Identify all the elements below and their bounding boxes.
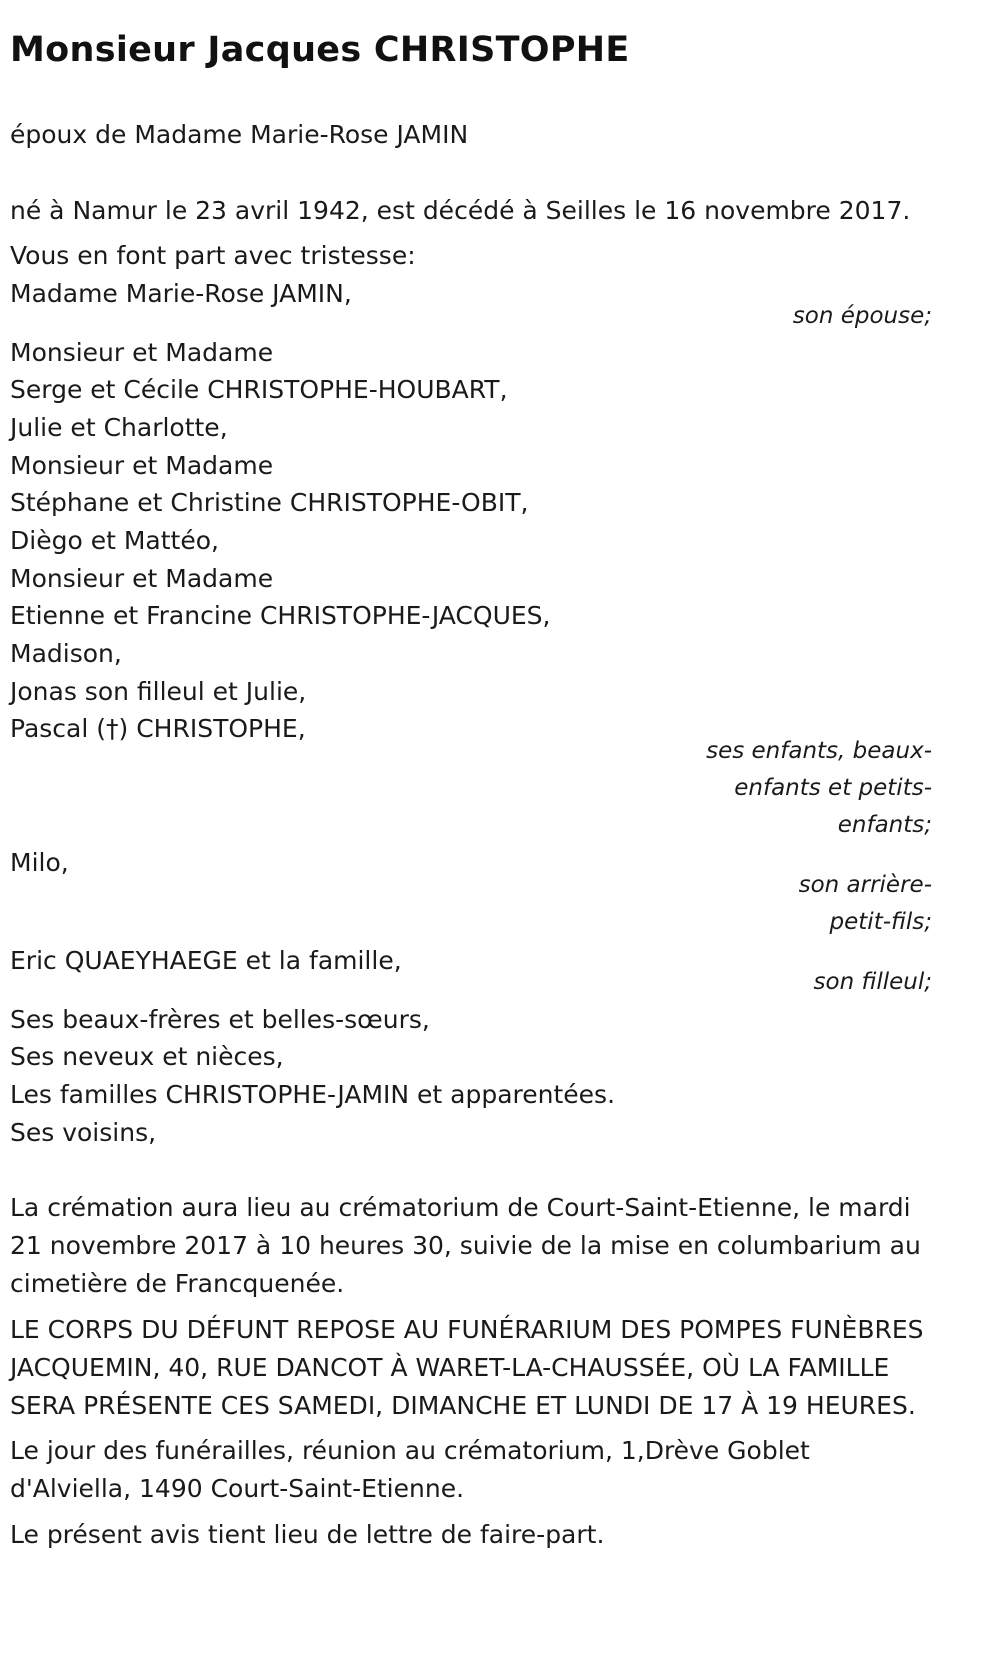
spouse-name: Madame Marie-Rose JAMIN, xyxy=(10,279,352,308)
children-role: enfants; xyxy=(837,812,932,838)
other-relatives-line: Les familles CHRISTOPHE-JAMIN et apparentées. xyxy=(10,1080,616,1109)
other-relatives-line: Ses voisins, xyxy=(10,1118,157,1147)
closing-line: Le présent avis tient lieu de lettre de faire-part. xyxy=(10,1520,605,1549)
great-grandson-name: Milo, xyxy=(10,848,69,877)
spouse-line: époux de Madame Marie-Rose JAMIN xyxy=(10,120,469,149)
children-line: Julie et Charlotte, xyxy=(10,413,228,442)
great-grandson-role: petit-fils; xyxy=(829,909,932,935)
children-line: Stéphane et Christine CHRISTOPHE-OBIT, xyxy=(10,488,529,517)
children-line: Monsieur et Madame xyxy=(10,338,274,367)
children-line: Pascal (†) CHRISTOPHE, xyxy=(10,714,306,743)
children-line: Etienne et Francine CHRISTOPHE-JACQUES, xyxy=(10,601,551,630)
children-role: ses enfants, beaux- xyxy=(706,738,932,764)
deceased-name-title: Monsieur Jacques CHRISTOPHE xyxy=(10,30,630,70)
funeral-day-paragraph: Le jour des funérailles, réunion au crématorium, 1,Drève Goblet d'Alviella, 1490 Court-Saint-Etienne. xyxy=(10,1436,810,1503)
cremation-paragraph: La crémation aura lieu au crématorium de Court-Saint-Etienne, le mardi 21 novembre 2017 à 10 heures 30, suivie de la mise en columbarium au cimetière de Francquenée. xyxy=(10,1193,921,1298)
other-relatives-line: Ses beaux-frères et belles-sœurs, xyxy=(10,1005,430,1034)
children-role: enfants et petits- xyxy=(734,775,932,801)
other-relatives-line: Ses neveux et nièces, xyxy=(10,1042,284,1071)
children-line: Diègo et Mattéo, xyxy=(10,526,219,555)
children-line: Serge et Cécile CHRISTOPHE-HOUBART, xyxy=(10,375,508,404)
children-line: Jonas son filleul et Julie, xyxy=(10,677,307,706)
body-rests-paragraph: LE CORPS DU DÉFUNT REPOSE AU FUNÉRARIUM DES POMPES FUNÈBRES JACQUEMIN, 40, RUE DANCOT À WARET-LA-CHAUSSÉE, OÙ LA FAMILLE SERA PRÉSENTE CES SAMEDI, DIMANCHE ET LUNDI DE 17 À 19 HEURES. xyxy=(10,1315,924,1420)
children-line: Monsieur et Madame xyxy=(10,564,274,593)
spouse-role: son épouse; xyxy=(792,303,932,329)
godson-name: Eric QUAEYHAEGE et la famille, xyxy=(10,946,402,975)
birth-death-line: né à Namur le 23 avril 1942, est décédé à Seilles le 16 novembre 2017. xyxy=(10,196,911,225)
children-line: Madison, xyxy=(10,639,122,668)
announcement-line: Vous en font part avec tristesse: xyxy=(10,241,416,270)
children-line: Monsieur et Madame xyxy=(10,451,274,480)
great-grandson-role: son arrière- xyxy=(798,872,932,898)
godson-role: son filleul; xyxy=(813,969,932,995)
